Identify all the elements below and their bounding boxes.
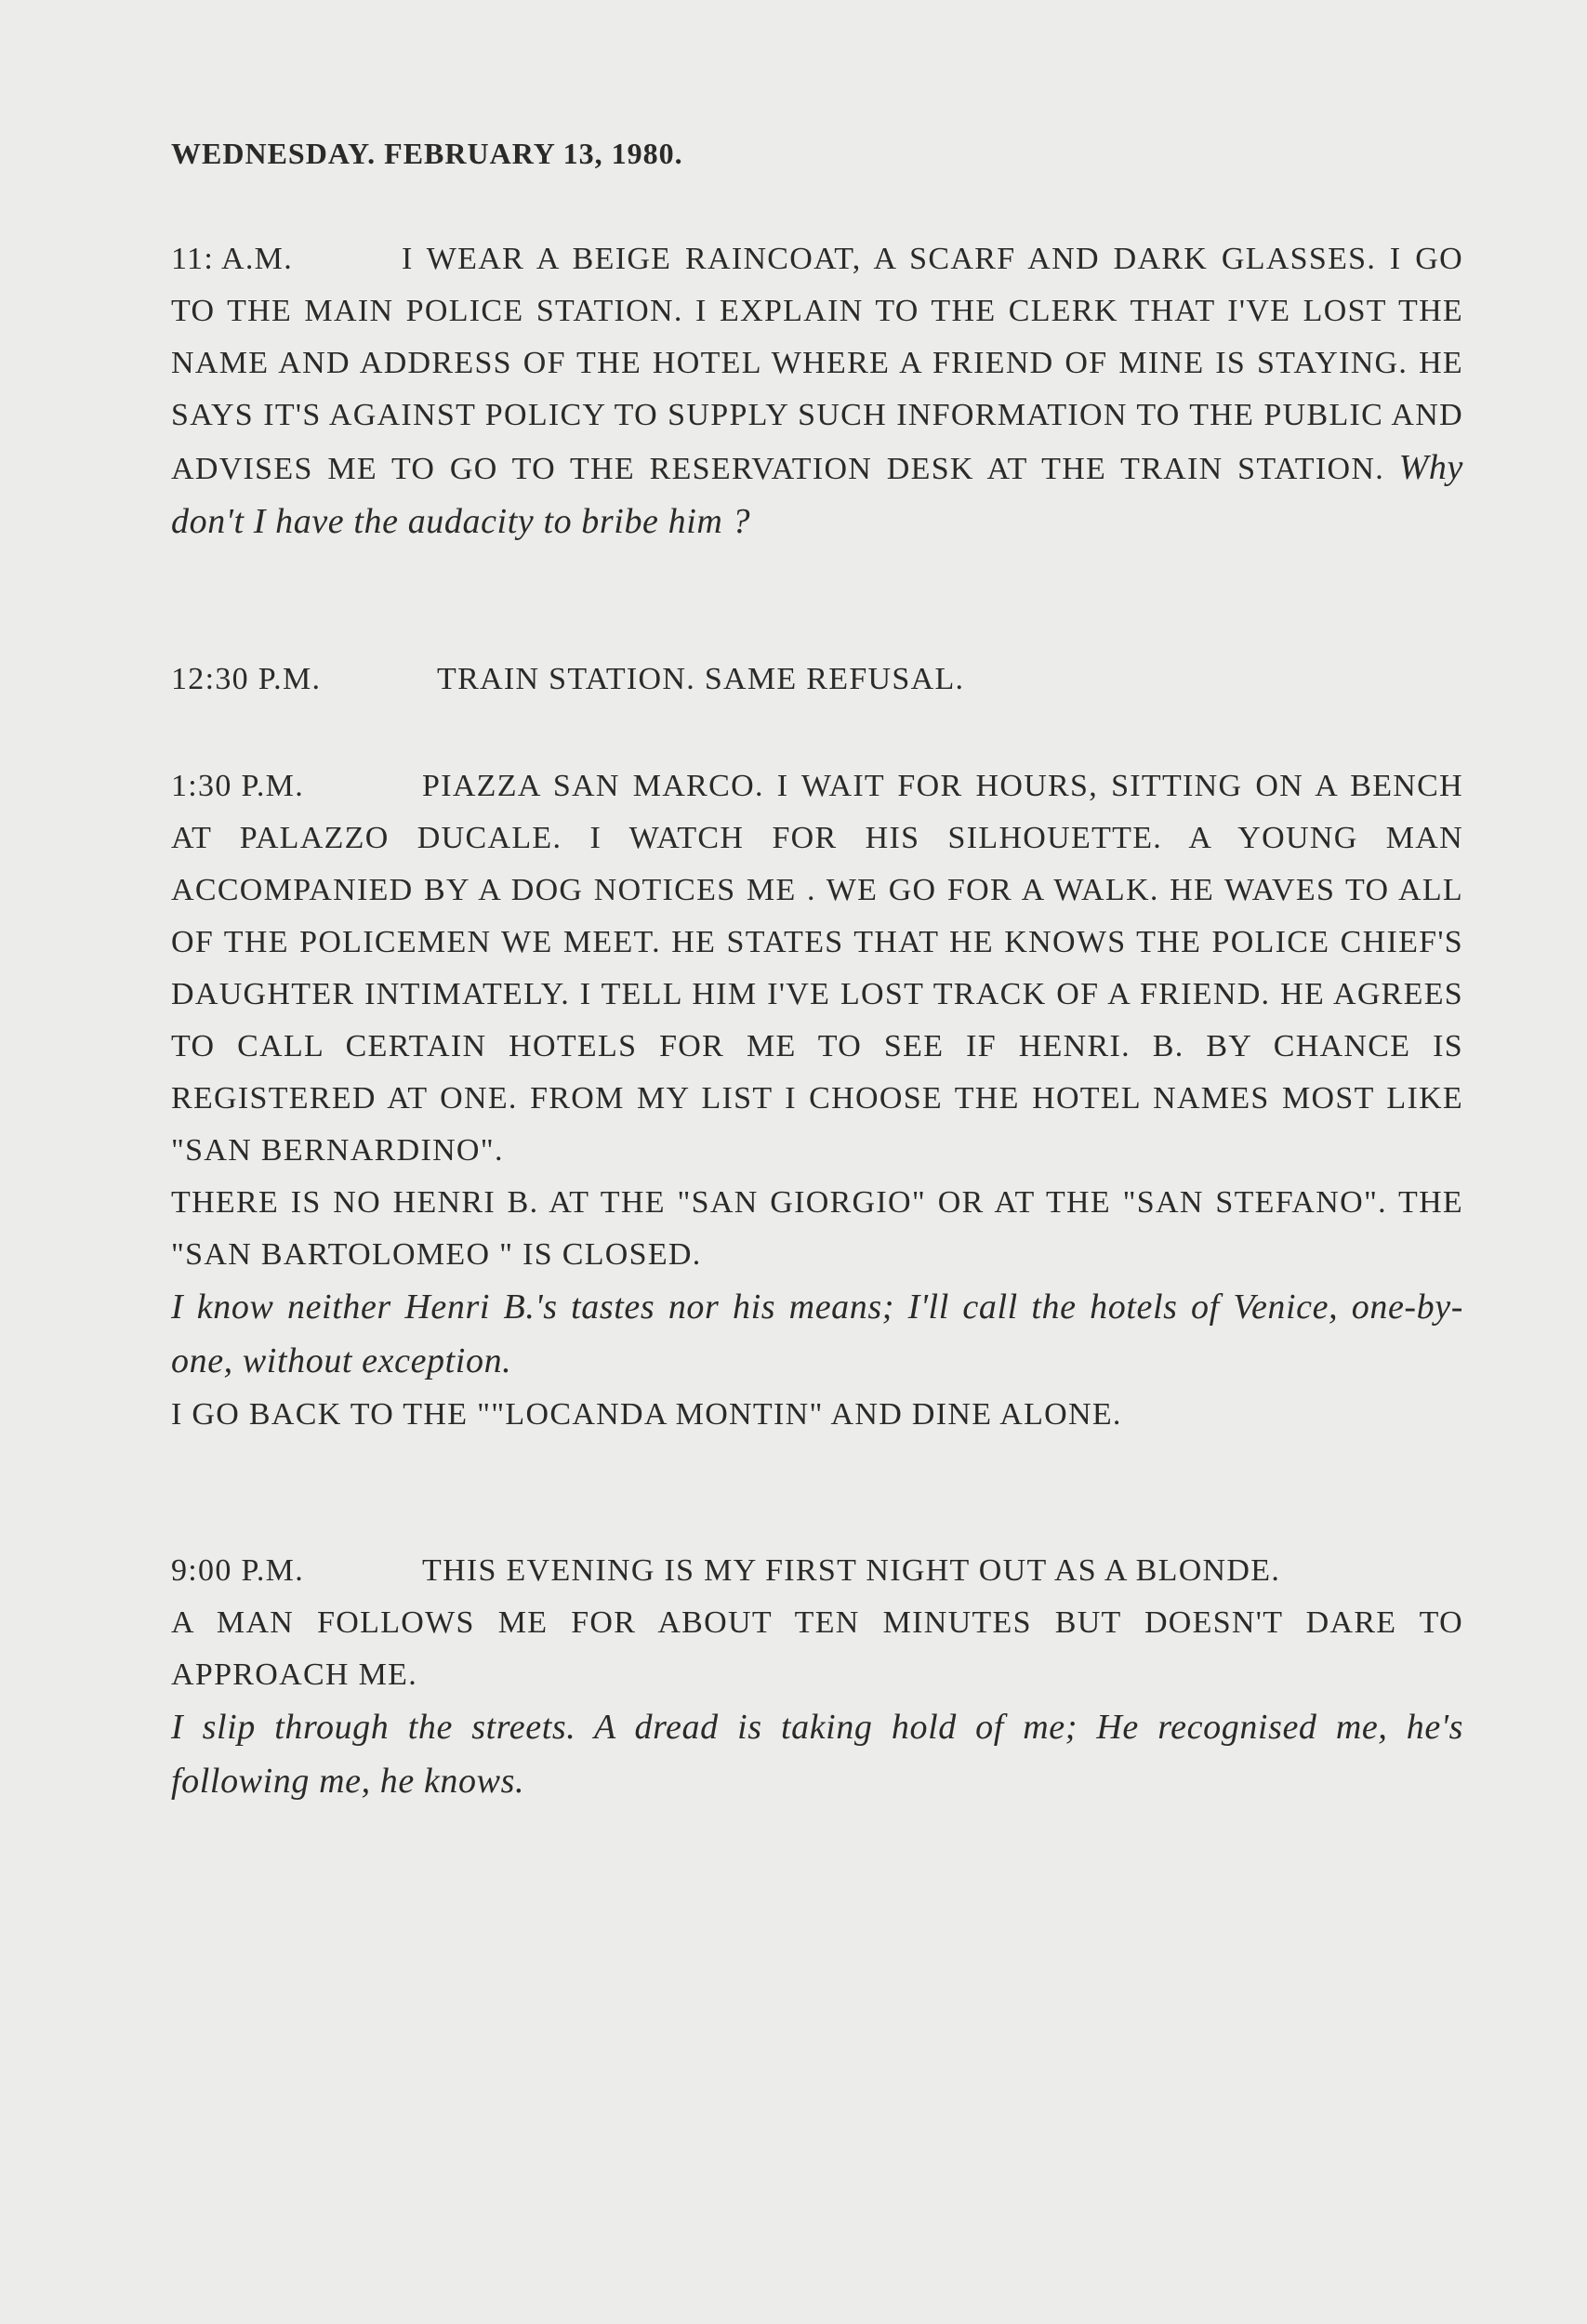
entry-paragraph [171, 654, 1463, 706]
entry-time: 1:30 P.M. [171, 769, 305, 803]
entry-paragraph [171, 1177, 1463, 1281]
entry-italic-text: I slip through the streets. A dread is taking hold of me; He recognised me, he's following me, he knows. [171, 1708, 1463, 1801]
entry-time: 11: A.M. [171, 242, 293, 276]
diary-entry [171, 654, 1463, 706]
entry-italic-text: Why don't I have the audacity to bribe him ? [171, 448, 1463, 541]
entry-text: I GO BACK TO THE ""LOCANDA MONTIN" AND DINE ALONE. [171, 1397, 1122, 1432]
entry-paragraph [171, 1389, 1463, 1441]
entry-text: TRAIN STATION. SAME REFUSAL. [437, 662, 965, 696]
entry-time: 12:30 P.M. [171, 662, 322, 696]
entry-italic-text: I know neither Henri B.'s tastes nor his means; I'll call the hotels of Venice, one-by-one, without exception. [171, 1287, 1463, 1380]
entry-text: PIAZZA SAN MARCO. I WAIT FOR HOURS, SITTING ON A BENCH AT PALAZZO DUCALE. I WATCH FOR HIS SILHOUETTE. A YOUNG MAN ACCOMPANIED BY A DOG NOTICES ME . WE GO FOR A WALK. HE WAVES TO ALL OF THE POLICEMEN WE MEET. HE STATES THAT HE KNOWS THE POLICE CHIEF'S DAUGHTER INTIMATELY. I TELL HIM I'VE LOST TRACK OF A FRIEND. HE AGREES TO CALL CERTAIN HOTELS FOR ME TO SEE IF HENRI. B. BY CHANCE IS REGISTERED AT ONE. FROM MY LIST I CHOOSE THE HOTEL NAMES MOST LIKE "SAN BERNARDINO". [171, 769, 1463, 1168]
entry-text: I WEAR A BEIGE RAINCOAT, A SCARF AND DARK GLASSES. I GO TO THE MAIN POLICE STATION. I EXPLAIN TO THE CLERK THAT I'VE LOST THE NAME AND ADDRESS OF THE HOTEL WHERE A FRIEND OF MINE IS STAYING. HE SAYS IT'S AGAINST POLICY TO SUPPLY SUCH INFORMATION TO THE PUBLIC AND ADVISES ME TO GO TO THE RESERVATION DESK AT THE TRAIN STATION. [171, 242, 1463, 486]
entry-paragraph [171, 1545, 1463, 1597]
entry-text: THERE IS NO HENRI B. AT THE "SAN GIORGIO" OR AT THE "SAN STEFANO". THE "SAN BARTOLOMEO " IS CLOSED. [171, 1185, 1463, 1272]
entry-time: 9:00 P.M. [171, 1553, 305, 1588]
entry-paragraph [171, 1701, 1463, 1809]
entry-paragraph [171, 233, 1463, 549]
entry-paragraph [171, 1281, 1463, 1389]
entry-text: A MAN FOLLOWS ME FOR ABOUT TEN MINUTES BUT DOESN'T DARE TO APPROACH ME. [171, 1605, 1463, 1692]
diary-entry [171, 1545, 1463, 1809]
page-heading: WEDNESDAY. FEBRUARY 13, 1980. [171, 137, 683, 170]
diary-entry [171, 233, 1463, 549]
entry-paragraph [171, 760, 1463, 1177]
diary-entry [171, 760, 1463, 1441]
entry-text: THIS EVENING IS MY FIRST NIGHT OUT AS A BLONDE. [422, 1553, 1281, 1588]
entry-paragraph [171, 1597, 1463, 1701]
